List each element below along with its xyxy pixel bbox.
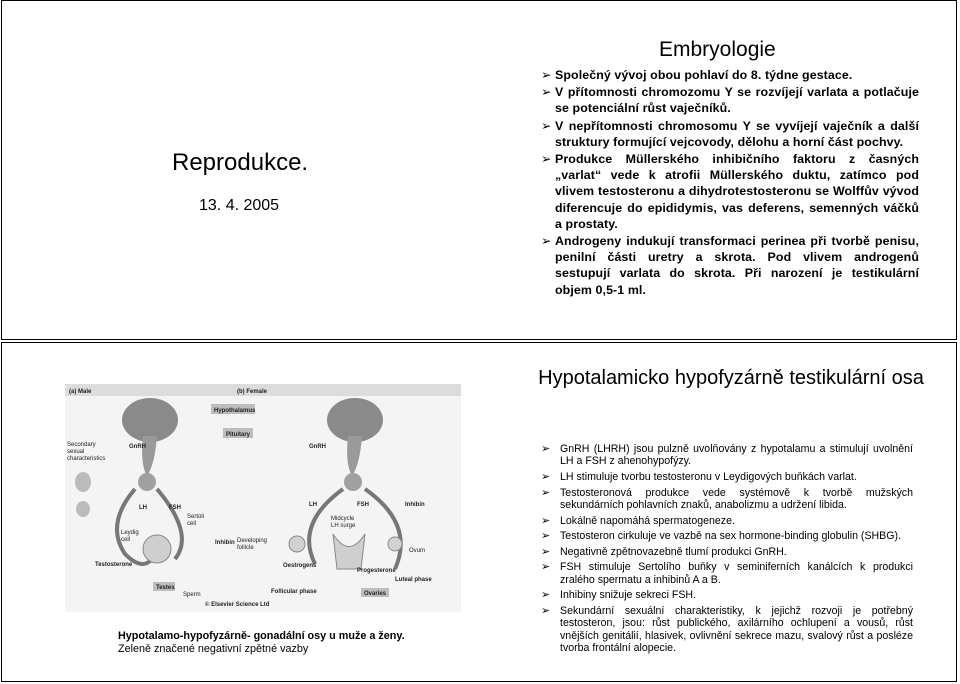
arrow-bullet-icon: ➢: [541, 545, 551, 558]
slide-hypotalamicka-osa: [1, 342, 957, 682]
bullet-list: [541, 443, 913, 658]
slide-title: Hypotalamicko hypofyzárně testikulární osa: [538, 367, 924, 389]
male-hypothalamus-shape: [122, 398, 178, 442]
arrow-bullet-icon: ➢: [541, 234, 552, 249]
copyright-label: © Elsevier Science Ltd: [205, 602, 270, 608]
arrow-bullet-icon: ➢: [541, 604, 551, 617]
torso-shape: [76, 501, 90, 517]
fsh-female-label: FSH: [357, 502, 369, 508]
secondary-label-3: characteristics: [67, 456, 106, 462]
testosterone-label: Testosterone: [95, 562, 133, 568]
follicle-shape: [289, 536, 305, 552]
secondary-label-2: sexual: [67, 449, 85, 455]
arrow-bullet-icon: ➢: [541, 486, 551, 499]
gnrh-male-label: GnRH: [129, 444, 146, 450]
list-item: ➢ Negativně zpětnovazebně tlumí produkci GnRH.: [541, 545, 787, 558]
arrow-bullet-icon: ➢: [541, 152, 552, 167]
arrow-bullet-icon: ➢: [541, 530, 551, 543]
female-pituitary-gland: [344, 473, 362, 491]
list-item: ➢ Produkce Müllerského inhibičního faktoru z časných „varlat“ vede k atrofii Müllerského duktu, zatímco pod vlivem testosteronu a dihydrotestosteronu se Wolffův vývod diferencuje do epididymis, vas deferens, semenných váčků a prostaty.: [541, 152, 919, 231]
head-shape: [75, 472, 91, 492]
luteal-label: Luteal phase: [395, 577, 432, 583]
developing-label-2: follicle: [237, 545, 254, 551]
pituitary-label: Pituitary: [226, 432, 251, 438]
ovaries-label: Ovaries: [364, 591, 387, 597]
arrow-bullet-icon: ➢: [541, 118, 552, 133]
leydig-label-2: cell: [121, 537, 131, 543]
male-pituitary-gland: [138, 473, 156, 491]
hormone-axis-diagram: [65, 384, 461, 612]
panel-label-female: (b) Female: [237, 389, 268, 395]
figure-caption: [118, 630, 405, 656]
section-heading: Embryologie: [659, 38, 776, 61]
list-item: ➢ Androgeny indukují transformaci perinea při tvorbě penisu, penilní části uretry a skrota. Pod vlivem androgenů sestupují varlata do skrota. Při narození je testikulární objem 0,5-1 ml.: [541, 234, 919, 297]
sertoli-label-1: Sertoli: [187, 514, 205, 520]
bullet-list: [541, 67, 919, 299]
arrow-bullet-icon: ➢: [541, 471, 551, 483]
arrow-bullet-icon: ➢: [541, 561, 551, 574]
arrow-bullet-icon: ➢: [541, 443, 551, 455]
male-testis-shape: [143, 535, 171, 563]
ovum-shape: [388, 537, 402, 551]
list-item: ➢ GnRH (LHRH) jsou pulzně uvolňovány z hypotalamu a stimulují uvolnění LH a FSH z ahenohypofýzy.: [541, 443, 913, 468]
caption-line-1: Hypotalamo-hypofyzárně- gonadální osy u muže a ženy.: [118, 630, 405, 642]
ovum-label: Ovum: [409, 548, 426, 554]
follicular-label: Follicular phase: [271, 589, 317, 595]
list-item: ➢ Inhibiny snižuje sekreci FSH.: [541, 589, 697, 602]
secondary-label-1: Secondary: [67, 442, 96, 448]
slide-reprodukce: [1, 0, 957, 340]
inhibin-male-label: Inhibin: [215, 540, 235, 546]
list-item: ➢ LH stimuluje tvorbu testosteronu v Leydigových buňkách varlat.: [541, 471, 857, 483]
arrow-bullet-icon: ➢: [541, 589, 551, 602]
lh-male-label: LH: [139, 505, 147, 511]
slide-title: Reprodukce.: [172, 149, 309, 176]
progesterone-label: Progesterone: [357, 568, 396, 574]
caption-line-2: Zeleně značené negativní zpětné vazby: [118, 643, 309, 655]
hypothalamus-label: Hypothalamus: [214, 408, 256, 414]
arrow-bullet-icon: ➢: [541, 85, 552, 100]
arrow-bullet-icon: ➢: [541, 514, 551, 527]
oestrogens-label: Oestrogens: [283, 563, 317, 569]
list-item: ➢ Lokálně napomáhá spermatogeneze.: [541, 514, 735, 527]
sertoli-label-2: cell: [187, 521, 197, 527]
midcycle-label-2: LH surge: [331, 523, 356, 529]
list-item: ➢ Testosteronová produkce vede systémově k tvorbě mužských sekundárních pohlavních znaků, anabolizmu a udržení libida.: [541, 486, 913, 511]
leydig-label-1: Leydig: [121, 530, 139, 536]
gnrh-female-label: GnRH: [309, 444, 326, 450]
slide-date: 13. 4. 2005: [199, 197, 280, 214]
panel-label-male: (a) Male: [69, 389, 92, 395]
lh-female-label: LH: [309, 502, 317, 508]
list-item: ➢ FSH stimuluje Sertolího buňky v seminiferních kanálcích k produkci zralého spermatu a inhibinů A a B.: [541, 561, 913, 586]
inhibin-female-label: Inhibin: [405, 502, 425, 508]
list-item: ➢ Společný vývoj obou pohlaví do 8. týdne gestace.: [541, 68, 853, 82]
testes-label: Testes: [156, 585, 175, 591]
list-item: ➢ Sekundární sexuální charakteristiky, k jejichž rozvoji je potřebný testosteron, jsou: růst publického, axilárního ochlupení a vousů, růst vnějších genitálií, hlasivek, ovlivnění sekrece mazu, svalový růst a posléze tvorba frontální alopecie.: [541, 604, 913, 655]
female-hypothalamus-shape: [327, 398, 383, 442]
list-item: ➢ Testosteron cirkuluje ve vazbě na sex hormone-binding globulin (SHBG).: [541, 530, 901, 543]
list-item: ➢ V přítomnosti chromozomu Y se rozvíjejí varlata a potlačuje se potenciální růst vaječníků.: [541, 85, 919, 116]
sperm-label: Sperm: [183, 592, 201, 598]
list-item: ➢ V nepřítomnosti chromosomu Y se vyvíjejí vaječník a další struktury formující vejcovody, dělohu a horní část pochvy.: [541, 118, 919, 149]
fsh-male-label: FSH: [169, 505, 181, 511]
developing-label-1: Developing: [237, 538, 268, 544]
midcycle-label-1: Midcycle: [331, 516, 355, 522]
arrow-bullet-icon: ➢: [541, 68, 552, 82]
